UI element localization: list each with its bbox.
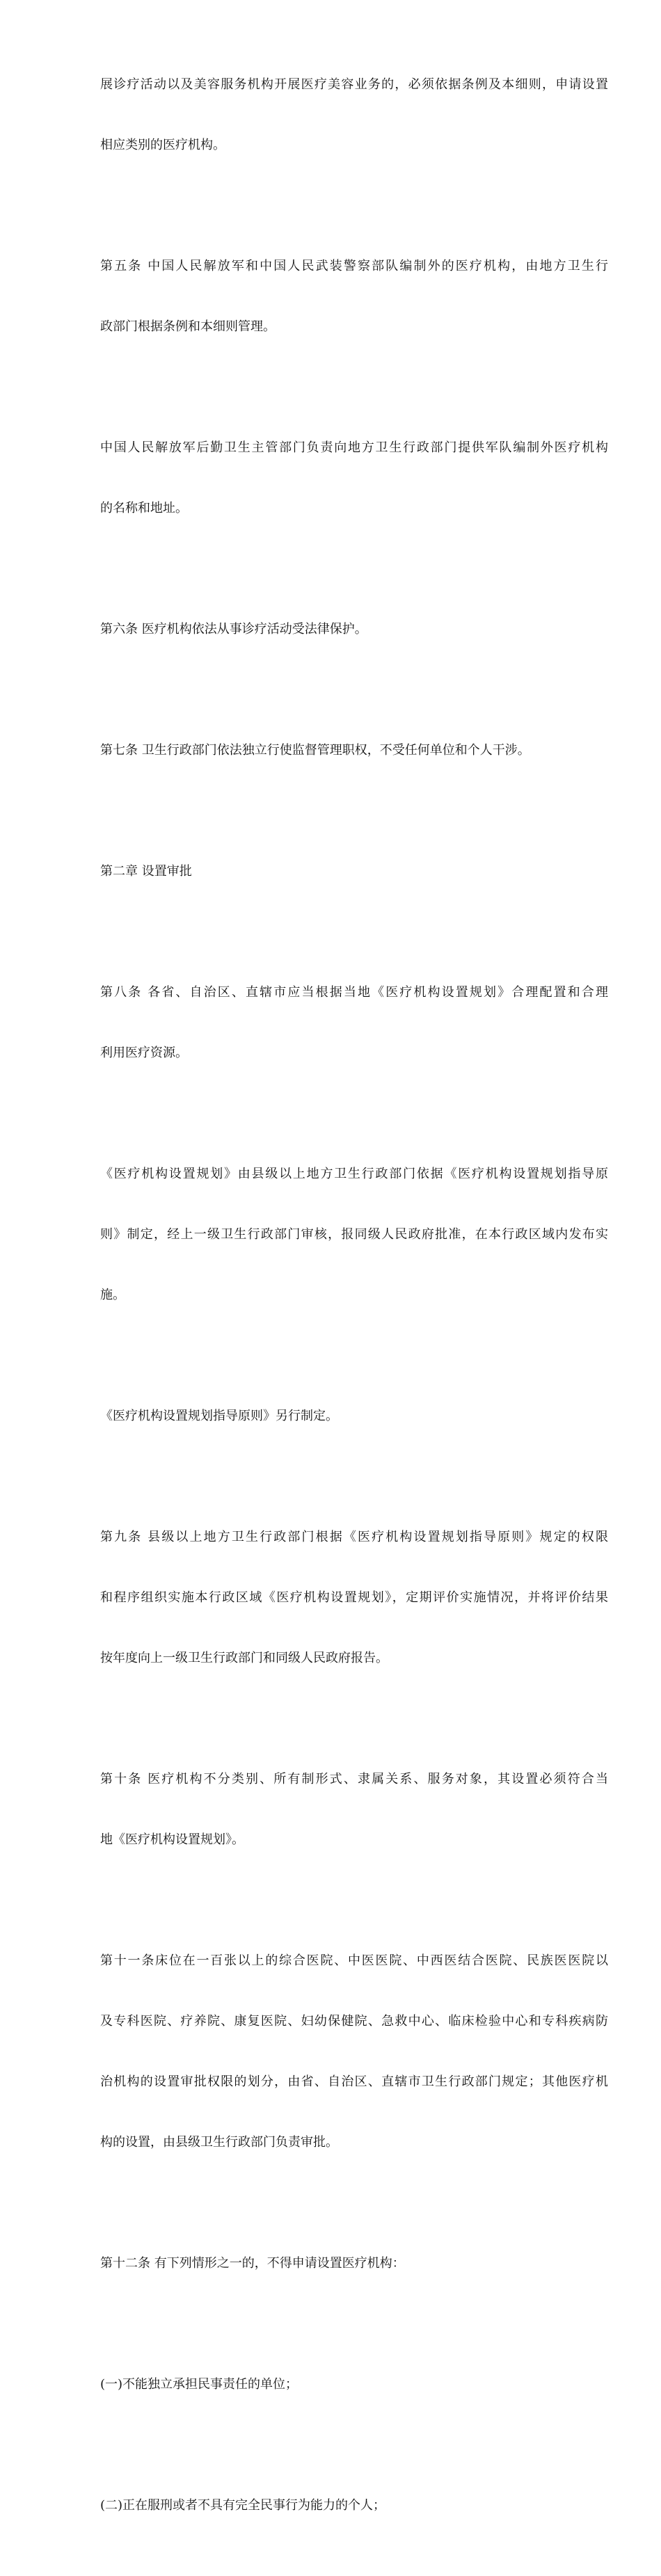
paragraph-article-7 (100, 700, 608, 801)
text-line: 第八条 各省、自治区、直辖市应当根据当地《医疗机构设置规划》合理配置和合理 (100, 985, 608, 1000)
paragraph-article-8-clause-3 (100, 1366, 608, 1466)
text-line: 第九条 县级以上地方卫生行政部门根据《医疗机构设置规划指导原则》规定的权限 (100, 1530, 608, 1544)
text-line: 施。 (100, 1288, 125, 1302)
paragraph-continuation (100, 34, 608, 195)
text-line: 展诊疗活动以及美容服务机构开展医疗美容业务的，必须依据条例及本细则，申请设置 (100, 77, 608, 92)
text-line: 第二章 设置审批 (100, 864, 192, 879)
paragraph-item-1 (100, 2334, 608, 2435)
text-line: 第十二条 有下列情形之一的，不得申请设置医疗机构： (100, 2256, 405, 2271)
text-line: (一)不能独立承担民事责任的单位； (100, 2377, 298, 2392)
text-line: 和程序组织实施本行政区域《医疗机构设置规划》，定期评价实施情况，并将评价结果 (100, 1590, 608, 1605)
text-line: 治机构的设置审批权限的划分，由省、自治区、直辖市卫生行政部门规定；其他医疗机 (100, 2074, 608, 2089)
document-page (100, 34, 608, 2576)
text-line: (二)正在服刑或者不具有完全民事行为能力的个人； (100, 2498, 386, 2513)
text-line: 利用医疗资源。 (100, 1046, 188, 1060)
text-line: 《医疗机构设置规划指导原则》另行制定。 (100, 1409, 338, 1423)
text-line: 地《医疗机构设置规划》。 (100, 1832, 244, 1847)
paragraph-article-5-clause-2 (100, 397, 608, 559)
paragraph-article-12 (100, 2213, 608, 2314)
paragraph-article-10 (100, 1729, 608, 1890)
text-line: 第五条 中国人民解放军和中国人民武装警察部队编制外的医疗机构，由地方卫生行 (100, 259, 608, 273)
text-line: 相应类别的医疗机构。 (100, 138, 225, 152)
paragraph-article-5 (100, 216, 608, 377)
paragraph-article-8-clause-2 (100, 1123, 608, 1345)
text-line: 第六条 医疗机构依法从事诊疗活动受法律保护。 (100, 622, 367, 637)
paragraph-article-9 (100, 1487, 608, 1709)
paragraph-article-8 (100, 942, 608, 1103)
text-line: 按年度向上一级卫生行政部门和同级人民政府报告。 (100, 1651, 388, 1665)
paragraph-article-6 (100, 579, 608, 680)
paragraph-item-2 (100, 2455, 608, 2556)
text-line: 则》制定，经上一级卫生行政部门审核，报同级人民政府批准，在本行政区域内发布实 (100, 1227, 608, 1242)
text-line: 第十一条床位在一百张以上的综合医院、中医医院、中西医结合医院、民族医医院以 (100, 1953, 608, 1968)
chapter-heading (100, 821, 608, 922)
text-line: 第七条 卫生行政部门依法独立行使监督管理职权，不受任何单位和个人干涉。 (100, 743, 530, 758)
text-line: 《医疗机构设置规划》由县级以上地方卫生行政部门依据《医疗机构设置规划指导原 (100, 1167, 608, 1181)
paragraph-article-11 (100, 1910, 608, 2193)
text-line: 第十条 医疗机构不分类别、所有制形式、隶属关系、服务对象，其设置必须符合当 (100, 1772, 608, 1786)
text-line: 及专科医院、疗养院、康复医院、妇幼保健院、急救中心、临床检验中心和专科疾病防 (100, 2014, 608, 2029)
text-line: 构的设置，由县级卫生行政部门负责审批。 (100, 2135, 338, 2150)
text-line: 中国人民解放军后勤卫生主管部门负责向地方卫生行政部门提供军队编制外医疗机构 (100, 440, 608, 455)
text-line: 的名称和地址。 (100, 501, 188, 515)
text-line: 政部门根据条例和本细则管理。 (100, 319, 276, 334)
